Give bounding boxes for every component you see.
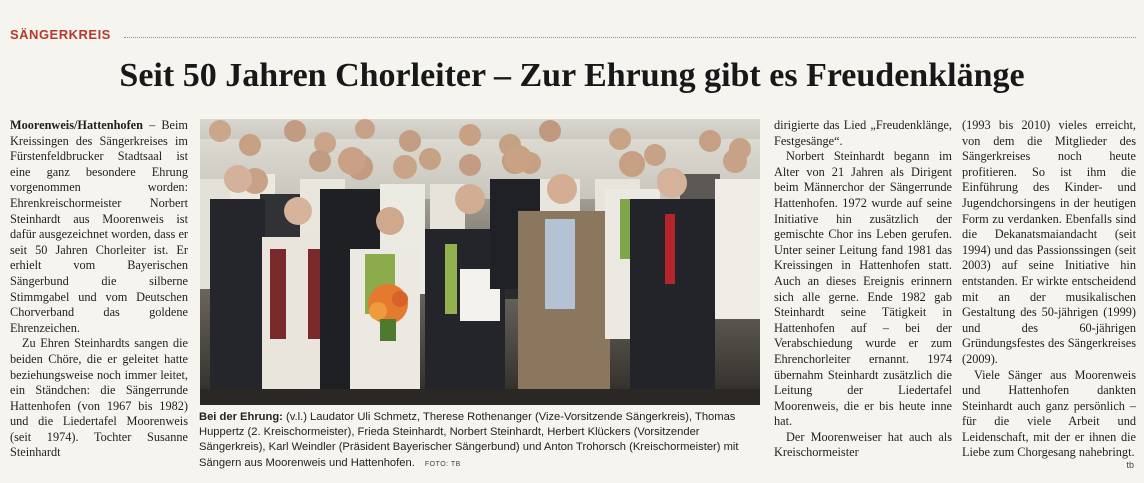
caption-text: (v.l.) Laudator Uli Schmetz, Therese Rothenanger (Vize-Vorsitzende Sängerkreis), Thomas Huppertz (2. Kreischormeister), Frieda Steinhardt, Norbert Steinhardt, Herbert Klückers (Vorsitzender Sängerkreis), Karl Weindler (Präsident Bayerischer Sängerbund) und Anton Trohorsch (Kreischormeister) mit Sängern aus Moorenweis und Hattenhofen. — [199, 411, 739, 469]
author-signature: tb — [1126, 460, 1134, 470]
kicker-rule — [124, 37, 1136, 38]
dateline: Moorenweis/Hattenhofen — [10, 118, 143, 132]
paragraph: dirigierte das Lied „Freudenklänge, Festgesänge“. — [774, 118, 952, 148]
paragraph: Zu Ehren Steinhardts sangen die beiden Chöre, die er geleitet hatte beziehungsweise noch immer leitet, ein Ständchen: die Sängerrunde Hattenhofen (von 1967 bis 1982) und die Liedertafel Moorenweis (seit 1974). Tochter Susanne Steinhardt — [10, 336, 188, 460]
paragraph-text: – Beim Kreissingen des Sängerkreises im Fürstenfeldbrucker Stadtsaal ist eine ganz besondere Ehrung vorgenommen worden: Ehrenkreischormeister Norbert Steinhardt aus Moorenweis ist dafür ausgezeichnet worden, dass er seit 50 Jahren Chorleiter ist. Er erhielt vom Bayerischen Sängerbund die silberne Stimmgabel und vom Deutschen Chorverband das goldene Ehrenzeichen. — [10, 118, 188, 335]
paragraph: Der Moorenweiser hat auch als Kreischormeister — [774, 429, 952, 460]
paragraph — [10, 118, 188, 336]
group-photo-image — [200, 119, 760, 405]
article-column-4 — [962, 118, 1136, 461]
article-column-1 — [10, 118, 188, 461]
article-column-3 — [774, 118, 952, 461]
photo-credit: FOTO: TB — [424, 460, 461, 468]
group-photo — [200, 119, 760, 405]
caption-lead: Bei der Ehrung: — [199, 411, 283, 423]
paragraph: Norbert Steinhardt begann im Alter von 21 Jahren als Dirigent beim Männerchor der Sängerrunde Hattenhofen. 1972 wurde auf seine Initiative hin zusätzlich der gemischte Chor ins Leben gerufen. Unter seiner Leitung fand 1981 das Kreissingen in Hattenhofen statt. Auch an dieses Ereignis erinnern sich alle gerne. Ende 1982 gab Steinhardt seine Tätigkeit in Hattenhofen auf – bei der Verabschiedung wurde er zum Ehrenchorleiter ernannt. 1974 übernahm Steinhardt zusätzlich die Leitung der Liedertafel Moorenweis, die er bis heute inne hat. — [774, 149, 952, 429]
paragraph: (1993 bis 2010) vieles erreicht, von dem die Mitglieder des Sängerkreises noch heute profitieren. So ist ihm die Einführung des Kinder- und Jugendchorsingens in der heutigen Form zu verdanken. Ebenfalls sind die Dekanatsmaiandacht (seit 1994) und das Passionssingen (seit 2003) auf seine Initiative hin entstanden. Er wirkte entscheidend mit an der musikalischen Gestaltung des 50-jährigen (1999) und des 60-jährigen Gründungsfestes des Sängerkreises (2009). — [962, 118, 1136, 366]
photo-caption — [199, 410, 761, 472]
section-kicker: SÄNGERKREIS — [10, 27, 111, 42]
headline: Seit 50 Jahren Chorleiter – Zur Ehrung gibt es Freudenklänge — [119, 57, 1025, 94]
paragraph: Viele Sänger aus Moorenweis und Hattenhofen dankten Steinhardt auch ganz persönlich – für die viele Arbeit und Leidenschaft, mit der er ihnen die Liebe zum Chorgesang nahebringt. — [962, 367, 1136, 460]
